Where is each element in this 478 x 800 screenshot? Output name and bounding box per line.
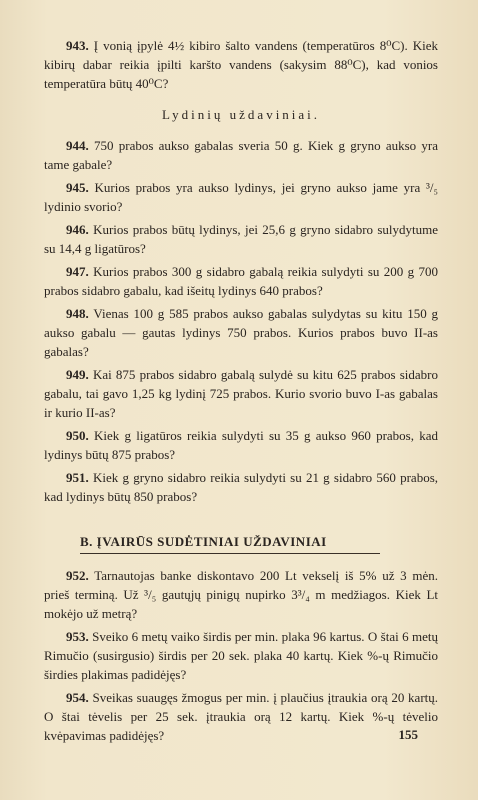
problems-section-a: [44, 136, 438, 506]
problem-text: Kiek g ligatūros reikia sulydyti su 35 g aukso 960 prabos, kad lydinys būtų 875 prabos?: [44, 428, 438, 462]
problem-text: Sveiko 6 metų vaiko širdis per min. plaka 96 kartus. O štai 6 metų Rimučio (susirgusio) širdis per 20 sek. plaka 40 kartų. Kiek %-ų Rimučio širdies plakimas padidėjęs?: [44, 629, 438, 682]
problem-text: Vienas 100 g 585 prabos aukso gabalas sulydytas su kitu 150 g aukso gabalu — gautas lydinys 750 prabos. Kurios prabos buvo II-as gabalas?: [44, 306, 439, 359]
problem-text: Tarnautojas banke diskontavo 200 Lt vekselį iš 5% už 3 mėn. prieš terminą. Už ³/₅ gautųjų pinigų nupirko 3³/₄ m medžiagos. Kiek Lt mokėjo už metrą?: [44, 568, 439, 621]
problem-945: [44, 178, 438, 216]
problem-number: 947.: [66, 264, 89, 279]
problem-text: Kurios prabos yra aukso lydinys, jei gryno aukso jame yra ³/₅ lydinio svorio?: [44, 180, 438, 214]
section-a-title: Lydinių uždaviniai.: [161, 107, 321, 122]
problems-section-b: [44, 566, 438, 745]
section-b-title: B. ĮVAIRŪS SUDĖTINIAI UŽDAVINIAI: [80, 534, 327, 549]
problem-953: [44, 627, 438, 684]
problem-949: [44, 365, 438, 422]
problem-number: 954.: [66, 690, 89, 705]
problem-text: 750 prabos aukso gabalas sveria 50 g. Kiek g gryno aukso yra tame gabale?: [44, 138, 438, 172]
problem-text: Kai 875 prabos sidabro gabalą sulydė su kitu 625 prabos sidabro gabalu, tai gavo 1,25 kg lydinį 725 prabos. Kurio svorio buvo I-as gabalas ir kurio II-as?: [44, 367, 438, 420]
problem-950: [44, 426, 438, 464]
problem-number: 943.: [66, 38, 89, 53]
problem-number: 952.: [66, 568, 89, 583]
problem-number: 944.: [66, 138, 89, 153]
problem-number: 948.: [66, 306, 89, 321]
problem-944: [44, 136, 438, 174]
section-b-underline: [80, 553, 380, 554]
problem-number: 949.: [66, 367, 89, 382]
problem-number: 951.: [66, 470, 89, 485]
problems-top: [44, 36, 438, 93]
problem-952: [44, 566, 438, 623]
problem-number: 950.: [66, 428, 89, 443]
problem-text: Į vonią įpylė 4½ kibiro šalto vandens (temperatūros 8⁰C). Kiek kibirų dabar reikia įpilti karšto vandens (sakysim 88⁰C), kad vonios temperatūra būtų 40⁰C?: [44, 38, 438, 91]
problem-947: [44, 262, 438, 300]
problem-number: 953.: [66, 629, 89, 644]
problem-943: [44, 36, 438, 93]
page-number: 155: [398, 727, 418, 742]
problem-954: [44, 688, 438, 745]
problem-text: Kurios prabos būtų lydinys, jei 25,6 g gryno sidabro sulydytume su 14,4 g ligatūros?: [44, 222, 439, 256]
problem-text: Kurios prabos 300 g sidabro gabalą reikia sulydyti su 200 g 700 prabos sidabro gabalu, kad išeitų lydinys 640 prabos?: [44, 264, 438, 298]
problem-number: 946.: [66, 222, 89, 237]
problem-946: [44, 220, 438, 258]
problem-text: Kiek g gryno sidabro reikia sulydyti su 21 g sidabro 560 prabos, kad lydinys būtų 850 prabos?: [44, 470, 439, 504]
problem-number: 945.: [66, 180, 89, 195]
problem-948: [44, 304, 438, 361]
problem-951: [44, 468, 438, 506]
problem-text: Sveikas suaugęs žmogus per min. į plaučius įtraukia orą 20 kartų. O štai tėvelis per 25 sek. įtraukia orą 12 kartų. Kiek %-ų tėvelio kvėpavimas padidėjęs?: [44, 690, 439, 743]
